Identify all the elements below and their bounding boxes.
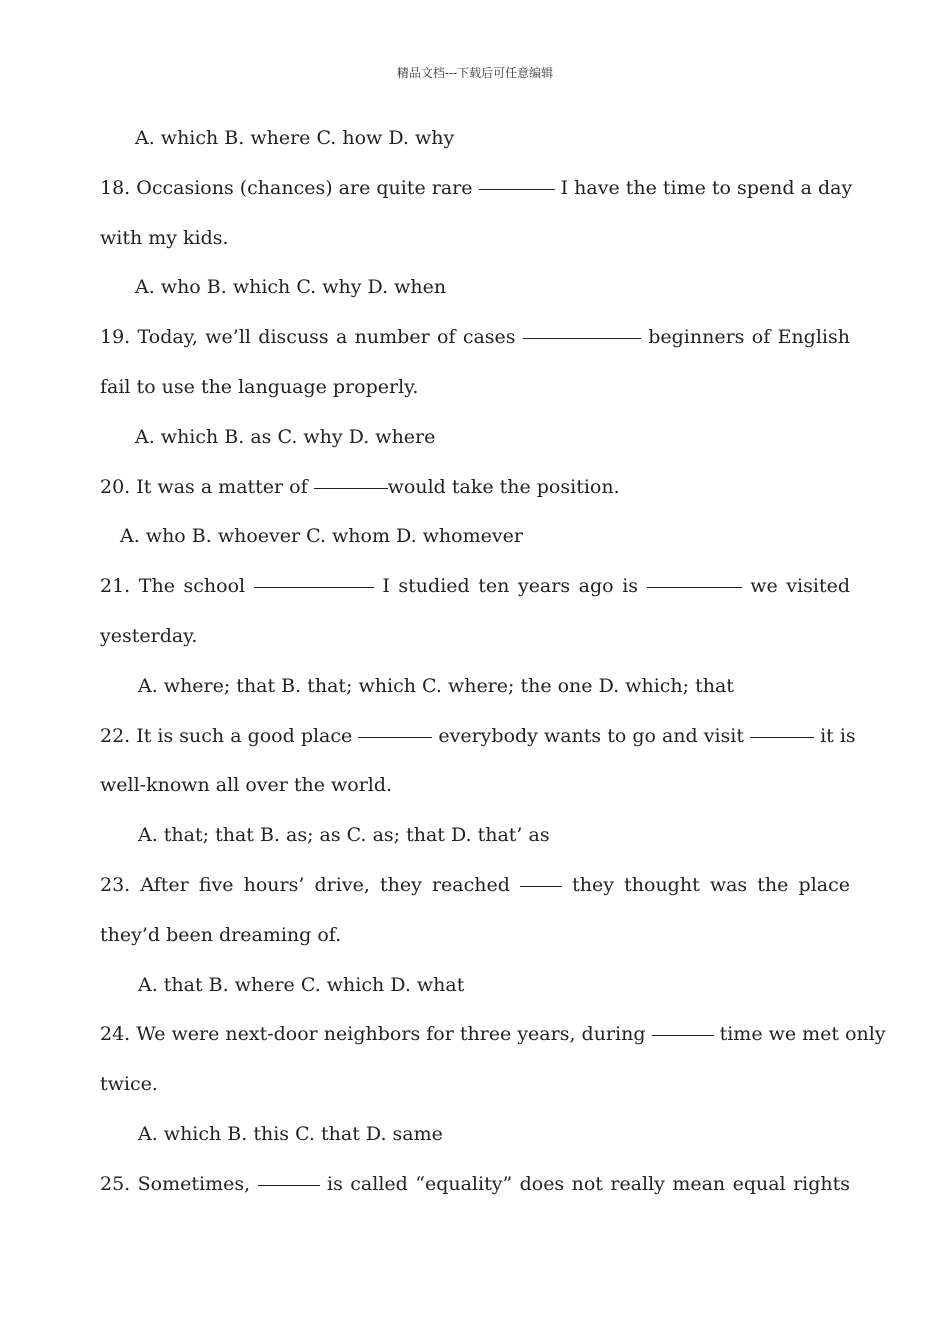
q21-blank-1 [254, 586, 374, 588]
q22-text-3: it is [820, 724, 856, 747]
q19-text-1: 19. Today, we’ll discuss a number of cases [100, 326, 516, 349]
q22-blank-1 [358, 736, 432, 738]
q19-blank [523, 337, 641, 339]
q18-stem-cont: with my kids. [100, 226, 229, 249]
q20-blank [314, 487, 388, 489]
q20-text-1: 20. It was a matter of [100, 475, 308, 498]
q23-options: A. that B. where C. which D. what [138, 973, 465, 996]
page-header: 精品文档---下载后可任意编辑 [396, 66, 554, 80]
q23-text-1: 23. After five hours’ drive, they reached [100, 873, 510, 896]
q19-options: A. which B. as C. why D. where [135, 425, 436, 448]
q25-text-2: is called “equality” does not really mean equal rights [327, 1172, 851, 1195]
q25-text-1: 25. Sometimes, [100, 1172, 251, 1195]
q24-stem [100, 1010, 886, 1060]
q24-text-1: 24. We were next-door neighbors for three years, during [100, 1023, 646, 1046]
q21-text-2: I studied ten years ago is [382, 575, 639, 598]
q18-blank [479, 188, 555, 190]
q21-stem-cont: yesterday. [100, 624, 198, 647]
q24-options: A. which B. this C. that D. same [138, 1122, 443, 1145]
q23-stem [100, 861, 850, 911]
q18-options: A. who B. which C. why D. when [135, 276, 447, 299]
q20-stem [100, 463, 850, 513]
q22-text-1: 22. It is such a good place [100, 724, 353, 747]
q18-stem [100, 164, 853, 214]
q19-text-2: beginners of English [648, 326, 850, 349]
q23-stem-cont: they’d been dreaming of. [100, 923, 342, 946]
q18-text-2: I have the time to spend a day [560, 176, 853, 199]
q24-stem-cont: twice. [100, 1073, 158, 1096]
q20-text-2: would take the position. [387, 475, 620, 498]
q22-stem [100, 712, 856, 762]
q19-stem-cont: fail to use the language properly. [100, 375, 419, 398]
q24-text-2: time we met only [719, 1023, 886, 1046]
q21-stem [100, 562, 850, 612]
q22-stem-cont: well-known all over the world. [100, 774, 393, 797]
question-list [100, 114, 886, 1210]
q21-blank-2 [647, 586, 742, 588]
q20-options: A. who B. whoever C. whom D. whomever [120, 525, 523, 548]
q17-options: A. which B. where C. how D. why [135, 127, 455, 149]
q25-blank [258, 1184, 320, 1186]
q23-text-2: they thought was the place [572, 873, 850, 896]
q18-text-1: 18. Occasions (chances) are quite rare [100, 176, 473, 199]
q21-text-1: 21. The school [100, 575, 246, 598]
q24-blank [652, 1034, 714, 1036]
q22-blank-2 [750, 736, 814, 738]
q21-options: A. where; that B. that; which C. where; the one D. which; that [138, 674, 734, 697]
q25-stem [100, 1160, 850, 1210]
q22-text-2: everybody wants to go and visit [438, 724, 744, 747]
q22-options: A. that; that B. as; as C. as; that D. that’ as [138, 824, 550, 847]
q19-stem [100, 313, 850, 363]
q21-text-3: we visited [750, 575, 850, 598]
q23-blank [520, 885, 562, 887]
